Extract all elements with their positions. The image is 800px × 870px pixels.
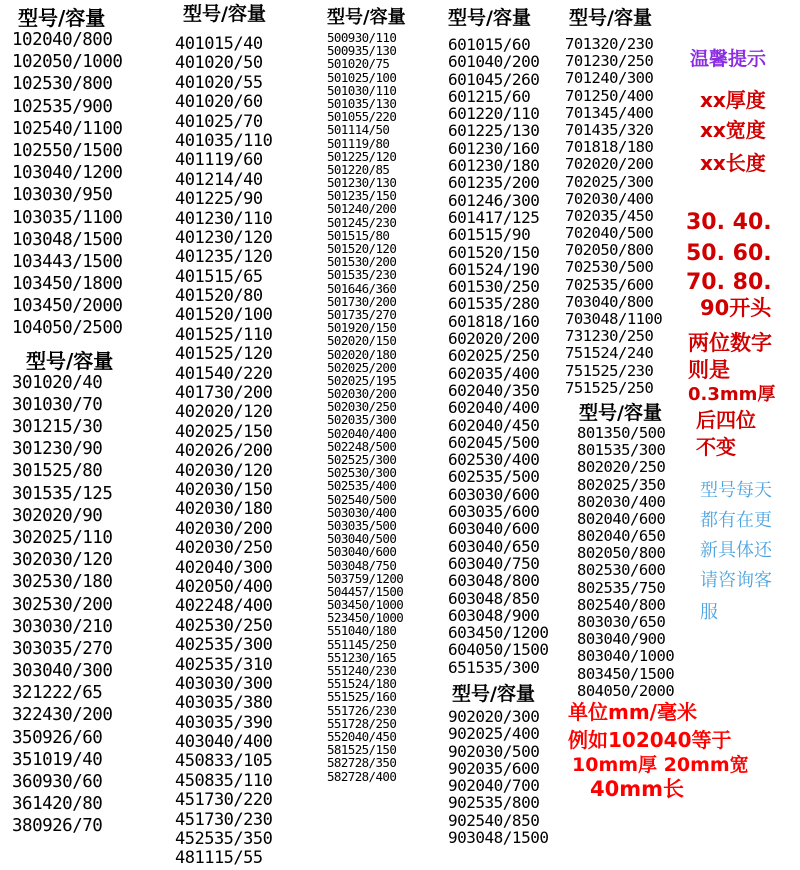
model-item: 103450/2000 [12, 296, 123, 317]
model-item: 902020/300 [448, 706, 540, 726]
model-item: 503030/400 [327, 504, 397, 520]
model-item: 701320/230 [565, 35, 654, 53]
model-item: 501235/150 [327, 188, 397, 204]
model-item: 401119/60 [175, 150, 263, 171]
model-item: 803450/1500 [577, 664, 675, 683]
model-item: 551240/230 [327, 663, 397, 678]
tip-last-four: 后四位 [696, 408, 756, 432]
model-item: 552040/450 [327, 728, 397, 744]
model-item: 402030/180 [175, 499, 273, 520]
model-item: 501055/220 [327, 109, 397, 125]
model-item: 401230/110 [175, 208, 273, 229]
model-item: 452535/350 [175, 829, 273, 850]
model-item: 501730/200 [327, 293, 397, 309]
model-column-4 [448, 0, 548, 847]
tip-length: xx长度 [700, 151, 766, 175]
model-item: 501114/50 [327, 122, 390, 138]
model-item: 501025/100 [327, 69, 397, 85]
model-item: 601535/280 [448, 294, 540, 314]
model-item: 503450/1000 [327, 597, 404, 613]
model-item: 582728/350 [327, 755, 397, 771]
model-item: 603048/900 [448, 605, 540, 625]
model-item: 601520/150 [448, 242, 540, 262]
tips-title: 温馨提示 [690, 48, 767, 70]
model-list [327, 32, 406, 784]
model-item: 102040/800 [12, 30, 113, 50]
model-item: 322430/200 [12, 705, 113, 726]
model-item: 601230/160 [448, 138, 540, 158]
model-item: 601818/160 [448, 311, 540, 331]
model-item: 481115/55 [175, 848, 263, 869]
model-item: 501035/130 [327, 95, 397, 111]
model-item: 401730/200 [175, 383, 273, 404]
model-item: 402030/150 [175, 479, 273, 500]
model-item: 903048/1500 [448, 828, 549, 848]
model-item: 602020/200 [448, 329, 540, 349]
model-item: 802040/600 [577, 509, 666, 528]
model-item: 802030/400 [577, 492, 666, 511]
model-item: 302025/110 [12, 527, 113, 548]
model-item: 321222/65 [12, 683, 103, 704]
model-item: 602040/450 [448, 415, 540, 435]
model-item: 902035/600 [448, 758, 540, 778]
model-item: 501920/150 [327, 320, 397, 336]
model-item: 501646/360 [327, 280, 397, 296]
notice-line: 型号每天 [700, 480, 772, 501]
tip-then: 则是 [688, 358, 730, 382]
model-item: 602040/350 [448, 380, 540, 400]
model-item: 403040/400 [175, 732, 273, 753]
model-item: 401020/60 [175, 92, 263, 113]
model-item: 402050/400 [175, 576, 273, 597]
model-item: 401035/110 [175, 130, 273, 151]
model-item: 102050/1000 [12, 52, 123, 73]
model-item: 504457/1500 [327, 583, 404, 599]
model-item: 902040/700 [448, 776, 540, 796]
model-item: 551040/180 [327, 623, 397, 639]
model-item: 301535/125 [12, 483, 113, 504]
model-item: 401525/120 [175, 344, 273, 365]
model-column-1 [12, 0, 122, 841]
tip-thickness-value: 0.3mm厚 [688, 384, 776, 405]
model-item: 502025/200 [327, 359, 397, 375]
model-item: 603030/600 [448, 484, 540, 504]
model-item: 501030/110 [327, 82, 397, 98]
model-item: 361420/80 [12, 794, 103, 815]
model-item: 601225/130 [448, 121, 540, 141]
model-item: 360930/60 [12, 772, 103, 792]
model-item: 902030/500 [448, 741, 540, 761]
unit-note-line: 40mm长 [590, 777, 684, 801]
model-item: 602035/400 [448, 363, 540, 383]
model-item: 502030/250 [327, 399, 397, 415]
model-item: 403035/390 [175, 712, 273, 733]
model-item: 501225/120 [327, 148, 397, 164]
model-item: 601417/125 [448, 207, 540, 227]
unit-note-line: 单位mm/毫米 [568, 700, 697, 724]
model-item: 500930/110 [327, 30, 397, 45]
model-item: 502530/300 [327, 465, 397, 481]
model-item: 302530/200 [12, 594, 113, 615]
model-item: 380926/70 [12, 816, 103, 837]
model-list [175, 36, 272, 870]
model-item: 401235/120 [175, 247, 273, 268]
model-item: 401020/55 [175, 72, 263, 93]
model-item: 102550/1500 [12, 140, 123, 161]
model-item: 601215/60 [448, 86, 531, 106]
model-item: 602025/250 [448, 346, 540, 366]
model-item: 403030/300 [175, 673, 273, 694]
model-item: 501230/130 [327, 175, 397, 191]
model-item: 902025/400 [448, 724, 540, 744]
model-item: 402040/300 [175, 557, 273, 578]
model-item: 403035/380 [175, 693, 273, 714]
model-item: 502535/400 [327, 478, 397, 494]
unit-note-line: 10mm厚 20mm宽 [572, 754, 749, 776]
model-item: 551145/250 [327, 636, 397, 652]
model-item: 701435/320 [565, 120, 654, 139]
model-item: 103443/1500 [12, 251, 123, 272]
model-item: 402535/300 [175, 635, 273, 656]
model-item: 301020/40 [12, 372, 103, 393]
model-item: 701250/400 [565, 86, 654, 105]
model-item: 401520/80 [175, 286, 263, 307]
model-item: 303030/210 [12, 616, 113, 637]
model-item: 502040/400 [327, 425, 397, 441]
tip-prefix-numbers: 30. 40. [686, 210, 772, 235]
model-item: 902540/850 [448, 810, 540, 830]
model-item: 451730/230 [175, 809, 273, 830]
model-item: 502540/500 [327, 491, 397, 507]
column-header: 型号/容量 [183, 3, 266, 25]
model-item: 302020/90 [12, 505, 103, 526]
model-item: 601515/90 [448, 225, 531, 245]
model-item: 302030/120 [12, 550, 113, 571]
model-list [12, 32, 122, 343]
model-item: 601524/190 [448, 259, 540, 279]
model-item: 802535/750 [577, 578, 666, 597]
tip-unchanged: 不变 [696, 435, 736, 459]
model-list [448, 706, 549, 848]
model-item: 601045/260 [448, 69, 540, 89]
model-item: 501240/200 [327, 201, 397, 217]
model-item: 103040/1200 [12, 163, 123, 184]
model-item: 501530/200 [327, 254, 397, 270]
unit-note-line: 例如102040等于 [568, 728, 732, 752]
model-item: 801535/300 [577, 441, 666, 460]
model-list [565, 423, 675, 701]
model-item: 651535/300 [448, 657, 540, 677]
model-item: 401520/100 [175, 305, 273, 326]
model-item: 601040/200 [448, 52, 540, 72]
model-item: 803040/900 [577, 630, 666, 649]
model-item: 402020/120 [175, 402, 273, 423]
model-item: 801350/500 [577, 423, 666, 442]
model-item: 802540/800 [577, 595, 666, 614]
model-item: 451730/220 [175, 790, 273, 811]
model-item: 102535/900 [12, 96, 113, 117]
model-item: 551728/250 [327, 715, 397, 731]
model-item: 402025/150 [175, 421, 273, 442]
model-item: 503048/750 [327, 557, 397, 573]
model-item: 401225/90 [175, 189, 263, 210]
model-item: 902535/800 [448, 793, 540, 813]
tip-prefix-numbers: 70. 80. [686, 270, 772, 295]
model-item: 702035/450 [565, 206, 654, 225]
model-item: 401020/50 [175, 53, 263, 74]
model-item: 502030/200 [327, 386, 397, 402]
model-item: 401025/70 [175, 111, 263, 132]
model-item: 500935/130 [327, 43, 397, 59]
tip-thickness: xx厚度 [700, 88, 766, 112]
model-item: 102540/1100 [12, 118, 123, 139]
model-item: 802040/650 [577, 527, 666, 546]
notice-line: 都有在更 [700, 510, 772, 531]
model-item: 601015/60 [448, 35, 531, 54]
model-item: 802020/250 [577, 458, 666, 477]
column-header: 型号/容量 [569, 7, 652, 29]
model-item: 104050/2500 [12, 318, 123, 339]
model-item: 603040/750 [448, 553, 540, 573]
model-item: 702530/500 [565, 258, 654, 277]
model-item: 103048/1500 [12, 229, 123, 250]
model-item: 501020/75 [327, 56, 390, 72]
model-item: 751525/250 [565, 378, 654, 397]
model-item: 402530/250 [175, 615, 273, 636]
model-item: 503040/500 [327, 531, 397, 547]
model-item: 701240/300 [565, 69, 654, 88]
model-item: 731230/250 [565, 327, 654, 346]
model-item: 702025/300 [565, 172, 654, 191]
model-item: 102530/800 [12, 74, 113, 95]
model-item: 501520/120 [327, 241, 397, 256]
tip-width: xx宽度 [700, 118, 766, 142]
column-header: 型号/容量 [448, 7, 531, 29]
model-item: 551726/230 [327, 702, 397, 718]
model-item: 751525/230 [565, 361, 654, 380]
model-item: 601220/110 [448, 104, 540, 124]
model-item: 702030/400 [565, 189, 654, 208]
model-item: 501245/230 [327, 214, 397, 230]
model-item: 804050/2000 [577, 681, 675, 700]
column-header: 型号/容量 [579, 401, 662, 424]
model-item: 301030/70 [12, 394, 103, 415]
model-item: 402030/200 [175, 518, 273, 539]
model-item: 602530/400 [448, 450, 540, 470]
model-list [12, 372, 122, 841]
model-item: 602045/500 [448, 432, 540, 452]
model-item: 502020/180 [327, 346, 397, 362]
model-item: 602535/500 [448, 467, 540, 487]
column-header: 型号/容量 [327, 7, 406, 28]
model-item: 303040/300 [12, 661, 113, 682]
model-item: 350926/60 [12, 727, 103, 748]
model-item: 501119/80 [327, 135, 390, 151]
model-item: 603048/850 [448, 588, 540, 608]
model-item: 803030/650 [577, 613, 666, 631]
model-item: 701230/250 [565, 52, 654, 71]
model-item: 601235/200 [448, 173, 540, 193]
model-item: 601246/300 [448, 190, 540, 210]
model-item: 503035/500 [327, 517, 397, 533]
model-item: 301525/80 [12, 461, 103, 482]
model-item: 551525/160 [327, 689, 397, 705]
model-item: 802050/800 [577, 544, 666, 563]
model-item: 402248/400 [175, 596, 273, 617]
model-item: 702050/800 [565, 241, 654, 260]
model-item: 603048/800 [448, 571, 540, 591]
model-item: 501220/85 [327, 161, 390, 177]
model-item: 401230/120 [175, 227, 273, 248]
model-item: 303035/270 [12, 638, 113, 659]
model-item: 402026/200 [175, 441, 273, 462]
model-item: 802530/600 [577, 561, 666, 580]
model-item: 503040/600 [327, 544, 397, 560]
model-column-2 [175, 0, 272, 870]
model-item: 703048/1100 [565, 310, 663, 328]
model-item: 551524/180 [327, 676, 397, 692]
model-item: 603040/600 [448, 519, 540, 539]
tip-two-digits: 两位数字 [688, 331, 772, 355]
model-item: 401515/65 [175, 266, 263, 287]
model-item: 523450/1000 [327, 610, 404, 626]
model-item: 751524/240 [565, 344, 654, 363]
model-item: 301215/30 [12, 417, 103, 437]
model-item: 402030/120 [175, 460, 273, 481]
model-item: 501735/270 [327, 306, 397, 322]
model-item: 502035/300 [327, 412, 397, 428]
model-item: 601230/180 [448, 156, 540, 176]
model-item: 803040/1000 [577, 647, 675, 666]
model-item: 603450/1200 [448, 623, 549, 643]
model-item: 603040/650 [448, 536, 540, 556]
model-item: 450833/105 [175, 751, 273, 772]
model-item: 501535/230 [327, 267, 397, 283]
model-item: 603035/600 [448, 502, 540, 522]
notice-line: 服 [700, 602, 718, 623]
notice-line: 请咨询客 [700, 570, 772, 591]
tip-prefix-numbers: 90开头 [700, 296, 772, 320]
model-item: 802025/350 [577, 475, 666, 494]
model-item: 702535/600 [565, 275, 654, 294]
model-item: 402535/310 [175, 654, 273, 675]
model-item: 502525/300 [327, 452, 397, 467]
model-item: 103035/1100 [12, 207, 123, 228]
model-item: 582728/400 [327, 768, 397, 784]
model-item: 703040/800 [565, 292, 654, 311]
model-item: 604050/1500 [448, 640, 549, 660]
model-item: 103030/950 [12, 185, 113, 206]
model-item: 502025/195 [327, 372, 397, 388]
model-item: 551230/165 [327, 649, 397, 665]
model-item: 702040/500 [565, 224, 654, 243]
model-item: 702020/200 [565, 155, 654, 174]
model-item: 501515/80 [327, 227, 390, 243]
model-list [448, 37, 548, 677]
model-item: 701818/180 [565, 138, 654, 157]
model-item: 301230/90 [12, 439, 103, 460]
model-item: 502248/500 [327, 438, 397, 454]
model-column-3 [327, 0, 406, 784]
model-item: 601530/250 [448, 277, 540, 297]
model-item: 581525/150 [327, 742, 397, 758]
model-item: 502020/150 [327, 333, 397, 349]
column-header: 型号/容量 [26, 348, 114, 373]
model-item: 602040/400 [448, 398, 540, 418]
model-item: 402030/250 [175, 538, 273, 559]
model-list [565, 37, 674, 398]
tip-prefix-numbers: 50. 60. [686, 241, 772, 266]
model-item: 401214/40 [175, 169, 263, 190]
model-item: 401525/110 [175, 324, 273, 345]
model-item: 450835/110 [175, 770, 273, 791]
model-item: 401540/220 [175, 363, 273, 384]
model-item: 103450/1800 [12, 274, 123, 295]
model-column-5 [565, 0, 674, 701]
notice-line: 新具体还 [700, 540, 772, 561]
column-header: 型号/容量 [452, 682, 535, 705]
model-item: 302530/180 [12, 572, 113, 593]
model-item: 401015/40 [175, 34, 263, 54]
model-item: 701345/400 [565, 103, 654, 122]
column-header: 型号/容量 [18, 6, 106, 30]
model-item: 351019/40 [12, 749, 103, 770]
model-item: 503759/1200 [327, 570, 404, 586]
